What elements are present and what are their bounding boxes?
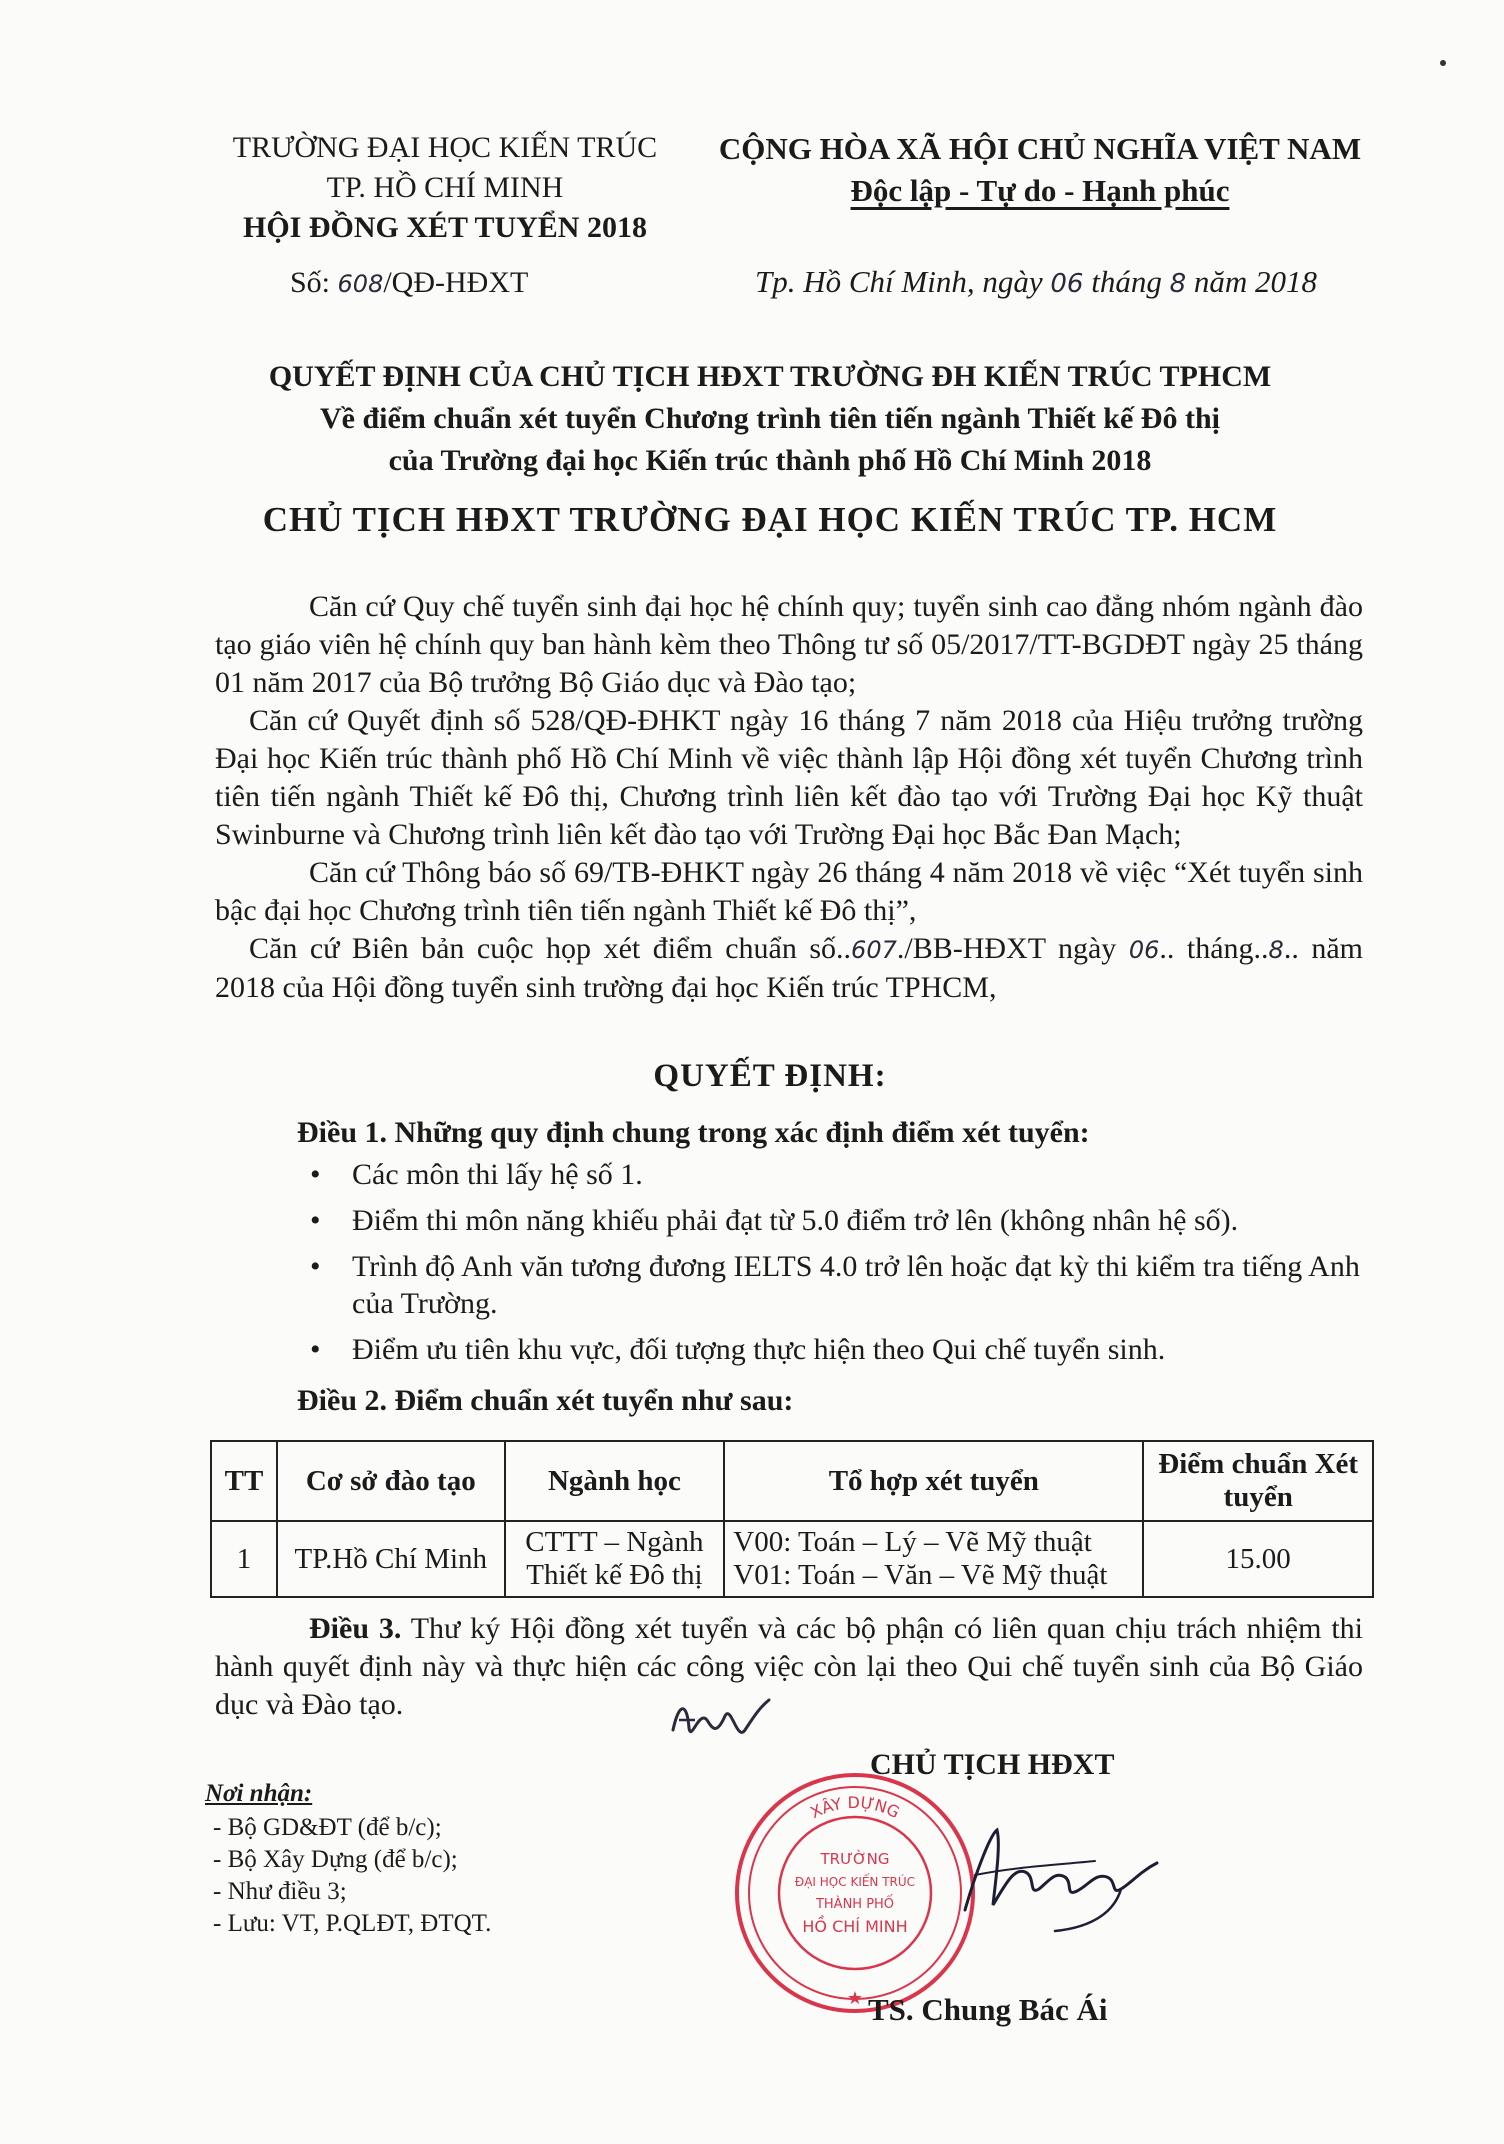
issuer-block (200, 128, 690, 248)
recital-4-day: 06 (1128, 936, 1160, 964)
table-header-row (211, 1441, 1373, 1521)
initials-scribble (665, 1690, 775, 1750)
title-line2: Về điểm chuẩn xét tuyển Chương trình tiên tiến ngành Thiết kế Đô thị (320, 402, 1220, 435)
doc-number-handwritten: 608 (337, 270, 384, 298)
date-year: năm 2018 (1193, 264, 1318, 299)
list-item: • Điểm thi môn năng khiếu phải đạt từ 5.0 điểm trở lên (không nhân hệ số). (310, 1202, 1370, 1239)
list-item: - Bộ Xây Dựng (để b/c); (205, 1844, 491, 1876)
recital-4-part-b: ./BB-HĐXT ngày (896, 932, 1129, 965)
recital-4-part-c: .. tháng.. (1159, 932, 1269, 965)
cell-campus: TP.Hồ Chí Minh (277, 1521, 505, 1597)
decision-title (150, 356, 1390, 482)
recitals (215, 588, 1363, 1007)
doc-number-prefix: Số: (290, 266, 331, 299)
header-major: Ngành học (505, 1441, 725, 1521)
list-item: • Trình độ Anh văn tương đương IELTS 4.0 trở lên hoặc đạt kỳ thi kiểm tra tiếng Anh của Trường. (310, 1248, 1370, 1322)
recital-2: Căn cứ Quyết định số 528/QĐ-ĐHKT ngày 16 tháng 7 năm 2018 của Hiệu trưởng trường Đại học Kiến trúc thành phố Hồ Chí Minh về việc thành lập Hội đồng xét tuyển Chương trình tiên tiến ngành Thiết kế Đô thị, Chương trình liên kết đào tạo với Trường Đại học Kỹ thuật Swinburne và Chương trình liên kết đào tạo với Trường Đại học Bắc Đan Mạch; (215, 704, 1363, 851)
seal-line1: TRƯỜNG (820, 1850, 890, 1868)
recital-4-part-a: Căn cứ Biên bản cuộc họp xét điểm chuẩn số.. (249, 932, 852, 965)
date-day: 06 (1050, 269, 1084, 299)
recital-3: Căn cứ Thông báo số 69/TB-ĐHKT ngày 26 tháng 4 năm 2018 về việc “Xét tuyển sinh bậc đại học Chương trình tiên tiến ngành Thiết kế Đô thị”, (215, 856, 1363, 927)
issuer-line1: TRƯỜNG ĐẠI HỌC KIẾN TRÚC (232, 131, 658, 164)
list-item: - Lưu: VT, P.QLĐT, ĐTQT. (205, 1908, 491, 1940)
article3-text (215, 1610, 1363, 1724)
article2-title: Điều 2. Điểm chuẩn xét tuyển như sau: (297, 1384, 794, 1417)
title-line3: của Trường đại học Kiến trúc thành phố Hồ Chí Minh 2018 (388, 444, 1152, 477)
list-item: • Điểm ưu tiên khu vực, đối tượng thực hiện theo Qui chế tuyển sinh. (310, 1331, 1370, 1368)
national-motto-block (710, 128, 1370, 212)
cell-major (505, 1521, 725, 1597)
table-row (211, 1521, 1373, 1597)
header-combination: Tổ hợp xét tuyển (724, 1441, 1143, 1521)
issuer-line3: HỘI ĐỒNG XÉT TUYỂN 2018 (243, 211, 647, 244)
chairman-heading: CHỦ TỊCH HĐXT TRƯỜNG ĐẠI HỌC KIẾN TRÚC TP. HCM (262, 500, 1278, 539)
header-score: Điểm chuẩn Xét tuyển (1143, 1441, 1373, 1521)
date-month: 8 (1169, 269, 1187, 299)
article3 (215, 1610, 1363, 1724)
recital-1: Căn cứ Quy chế tuyển sinh đại học hệ chính quy; tuyển sinh cao đẳng nhóm ngành đào tạo giáo viên hệ chính quy ban hành kèm theo Thông tư số 05/2017/TT-BGDĐT ngày 25 tháng 01 năm 2017 của Bộ trưởng Bộ Giáo dục và Đào tạo; (215, 590, 1363, 699)
seal-line2: ĐẠI HỌC KIẾN TRÚC (794, 1875, 916, 1889)
recipients-list (205, 1812, 491, 1940)
seal-star-icon: ★ (846, 1988, 864, 2008)
article3-label: Điều 3. (309, 1612, 402, 1645)
date-month-label: tháng (1091, 264, 1162, 299)
list-item: - Bộ GD&ĐT (để b/c); (205, 1812, 491, 1844)
admission-score-table (210, 1440, 1374, 1598)
recipients-heading: Nơi nhận: (205, 1780, 313, 1807)
signer-name: TS. Chung Bác Ái (868, 1992, 1108, 2027)
recital-4-number: 607 (851, 936, 897, 964)
recipients-block (205, 1778, 491, 1940)
signer-role: CHỦ TỊCH HĐXT (870, 1748, 1115, 1781)
date-place: Tp. Hồ Chí Minh, ngày (755, 264, 1043, 299)
recital-4-month: 8 (1268, 936, 1284, 964)
recital-4 (215, 930, 1363, 1007)
title-line1: QUYẾT ĐỊNH CỦA CHỦ TỊCH HĐXT TRƯỜNG ĐH KIẾN TRÚC TPHCM (268, 360, 1272, 393)
issuer-line2: TP. HỒ CHÍ MINH (326, 171, 564, 204)
speck-mark (1440, 60, 1446, 66)
header-campus: Cơ sở đào tạo (277, 1441, 505, 1521)
cell-tt: 1 (211, 1521, 277, 1597)
header-tt: TT (211, 1441, 277, 1521)
article1-title: Điều 1. Những quy định chung trong xác định điểm xét tuyển: (297, 1116, 1090, 1149)
seal-ring-text: XÂY DỰNG (807, 1792, 903, 1823)
seal-line4: HỒ CHÍ MINH (802, 1917, 908, 1936)
cell-combination (724, 1521, 1143, 1597)
recital-4-part-d: .. năm 2018 của Hội đồng tuyển sinh trường đại học Kiến trúc TPHCM, (215, 932, 1363, 1004)
article3-body: Thư ký Hội đồng xét tuyển và các bộ phận có liên quan chịu trách nhiệm thi hành quyết định này và thực hiện các công việc còn lại theo Qui chế tuyển sinh của Bộ Giáo dục và Đào tạo. (215, 1612, 1364, 1721)
motto: Độc lập - Tự do - Hạnh phúc (850, 173, 1230, 208)
list-item: - Như điều 3; (205, 1876, 491, 1908)
combination-v00: V00: Toán – Lý – Vẽ Mỹ thuật (733, 1526, 1092, 1558)
republic-name: CỘNG HÒA XÃ HỘI CHỦ NGHĨA VIỆT NAM (718, 131, 1362, 166)
combination-v01: V01: Toán – Văn – Vẽ Mỹ thuật (733, 1559, 1108, 1591)
issue-date (755, 264, 1317, 300)
document-number (290, 266, 528, 300)
seal-line3: THÀNH PHỐ (815, 1897, 895, 1912)
cell-score: 15.00 (1143, 1521, 1373, 1597)
decision-heading: QUYẾT ĐỊNH: (653, 1058, 887, 1094)
article1-list (310, 1156, 1370, 1377)
major-line1: CTTT – Ngành (525, 1526, 704, 1558)
doc-number-suffix: /QĐ-HĐXT (383, 266, 529, 299)
major-line2: Thiết kế Đô thị (526, 1559, 703, 1591)
handwritten-signature (935, 1815, 1175, 1935)
list-item: • Các môn thi lấy hệ số 1. (310, 1156, 1370, 1193)
